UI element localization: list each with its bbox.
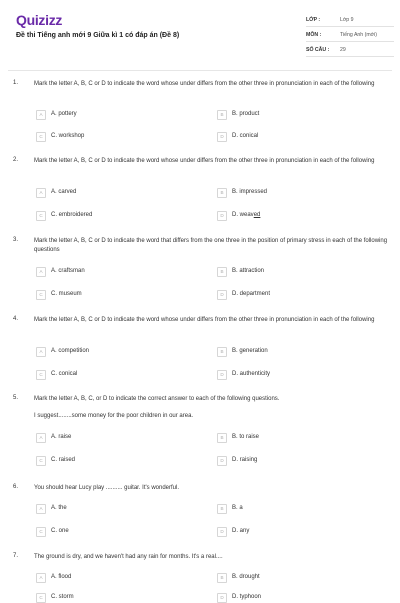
option-letter-box: C xyxy=(36,370,46,380)
option-text: B. to raise xyxy=(232,434,260,440)
option-text: B. generation xyxy=(232,348,268,354)
option-letter-box: D xyxy=(217,456,227,466)
meta-value: Lớp 9 xyxy=(340,17,354,23)
option-letter-box: B xyxy=(217,110,227,120)
question-text: Mark the letter A, B, C or D to indicate the word that differs from the one three in the position of primary stress in each of the following questions xyxy=(34,238,388,253)
option-text-prefix: D. weav xyxy=(232,212,254,218)
meta-key: LỚP : xyxy=(306,17,321,23)
underlined-letters: ed xyxy=(253,212,261,218)
option-text: A. raise xyxy=(51,434,72,440)
question-text: You should hear Lucy play .......... guitar. It's wonderful. xyxy=(34,485,180,491)
option-text: C. embroidered xyxy=(51,212,93,218)
option-text: D. typhoon xyxy=(232,594,262,600)
question-number: 7. xyxy=(13,553,19,559)
option-text: A. craftsman xyxy=(51,268,85,274)
meta-row-subject xyxy=(306,29,394,42)
meta-value: 29 xyxy=(340,47,346,53)
option-text: B. product xyxy=(232,111,260,117)
option-text: D. raising xyxy=(232,457,258,463)
option-letter-box: A xyxy=(36,433,46,443)
option-letter-box: C xyxy=(36,593,46,603)
option-letter-box: D xyxy=(217,211,227,221)
question-text: Mark the letter A, B, C or D to indicate the word whose under differs from the other three in pronunciation in each of the following xyxy=(34,81,375,87)
option-letter-box: C xyxy=(36,290,46,300)
worksheet-header xyxy=(0,0,400,66)
option-text: A. pottery xyxy=(51,111,77,117)
option-letter-box: C xyxy=(36,211,46,221)
option-letter-box: A xyxy=(36,188,46,198)
question-number: 1. xyxy=(13,80,19,86)
question-text: Mark the letter A, B, C or D to indicate the word whose under differs from the other three in pronunciation in each of the following xyxy=(34,317,375,323)
option-text: D. department xyxy=(232,291,271,297)
question-number: 3. xyxy=(13,237,19,243)
question-number: 4. xyxy=(13,316,19,322)
option-letter-box: C xyxy=(36,132,46,142)
option-text: D. authenticity xyxy=(232,371,271,377)
meta-value: Tiếng Anh (mới) xyxy=(340,32,377,38)
question-text: Mark the letter A, B, C, or D to indicate the correct answer to each of the following questions. xyxy=(34,396,280,402)
question-number: 5. xyxy=(13,395,19,401)
option-text: C. conical xyxy=(51,371,78,377)
option-letter-box: B xyxy=(217,433,227,443)
worksheet-title: Đề thi Tiếng anh mới 9 Giữa kì 1 có đáp án (Đề 8) xyxy=(16,32,180,39)
meta-row-count xyxy=(306,44,394,57)
meta-key: SỐ CÂU : xyxy=(306,47,330,53)
quizizz-logo: Quizizz xyxy=(16,12,63,28)
question-number: 6. xyxy=(13,484,19,490)
option-letter-box: A xyxy=(36,110,46,120)
question-text: Mark the letter A, B, C or D to indicate the word whose under differs from the other three in pronunciation in each of the following xyxy=(34,158,375,164)
option-letter-box: A xyxy=(36,573,46,583)
option-letter-box: D xyxy=(217,290,227,300)
option-text: D. any xyxy=(232,528,250,534)
option-text: C. workshop xyxy=(51,133,85,139)
option-letter-box: B xyxy=(217,504,227,514)
option-letter-box: B xyxy=(217,267,227,277)
question-sentence: I suggest........some money for the poor children in our area. xyxy=(34,413,194,419)
option-text: D. conical xyxy=(232,133,259,139)
meta-key: MÔN : xyxy=(306,32,322,38)
option-text: B. drought xyxy=(232,574,260,580)
option-text: C. storm xyxy=(51,594,74,600)
option-text: A. the xyxy=(51,505,67,511)
option-text: C. one xyxy=(51,528,69,534)
option-text: B. a xyxy=(232,505,243,511)
option-text: A. competition xyxy=(51,348,90,354)
meta-row-class xyxy=(306,14,394,27)
option-text: A. flood xyxy=(51,574,72,580)
option-letter-box: B xyxy=(217,188,227,198)
header-divider xyxy=(8,70,392,71)
option-text: B. impressed xyxy=(232,189,268,195)
question-number: 2. xyxy=(13,157,19,163)
option-letter-box: B xyxy=(217,347,227,357)
option-letter-box: D xyxy=(217,527,227,537)
option-letter-box: A xyxy=(36,504,46,514)
option-text: C. raised xyxy=(51,457,76,463)
option-letter-box: A xyxy=(36,347,46,357)
option-letter-box: C xyxy=(36,456,46,466)
option-letter-box: A xyxy=(36,267,46,277)
option-letter-box: D xyxy=(217,132,227,142)
option-letter-box: B xyxy=(217,573,227,583)
option-text: A. carved xyxy=(51,189,77,195)
option-letter-box: D xyxy=(217,593,227,603)
option-text: C. museum xyxy=(51,291,82,297)
question-text: The ground is dry, and we haven't had any rain for months. It's a real.... xyxy=(34,554,223,560)
option-text xyxy=(232,212,260,218)
option-text: B. attraction xyxy=(232,268,265,274)
option-letter-box: C xyxy=(36,527,46,537)
option-letter-box: D xyxy=(217,370,227,380)
